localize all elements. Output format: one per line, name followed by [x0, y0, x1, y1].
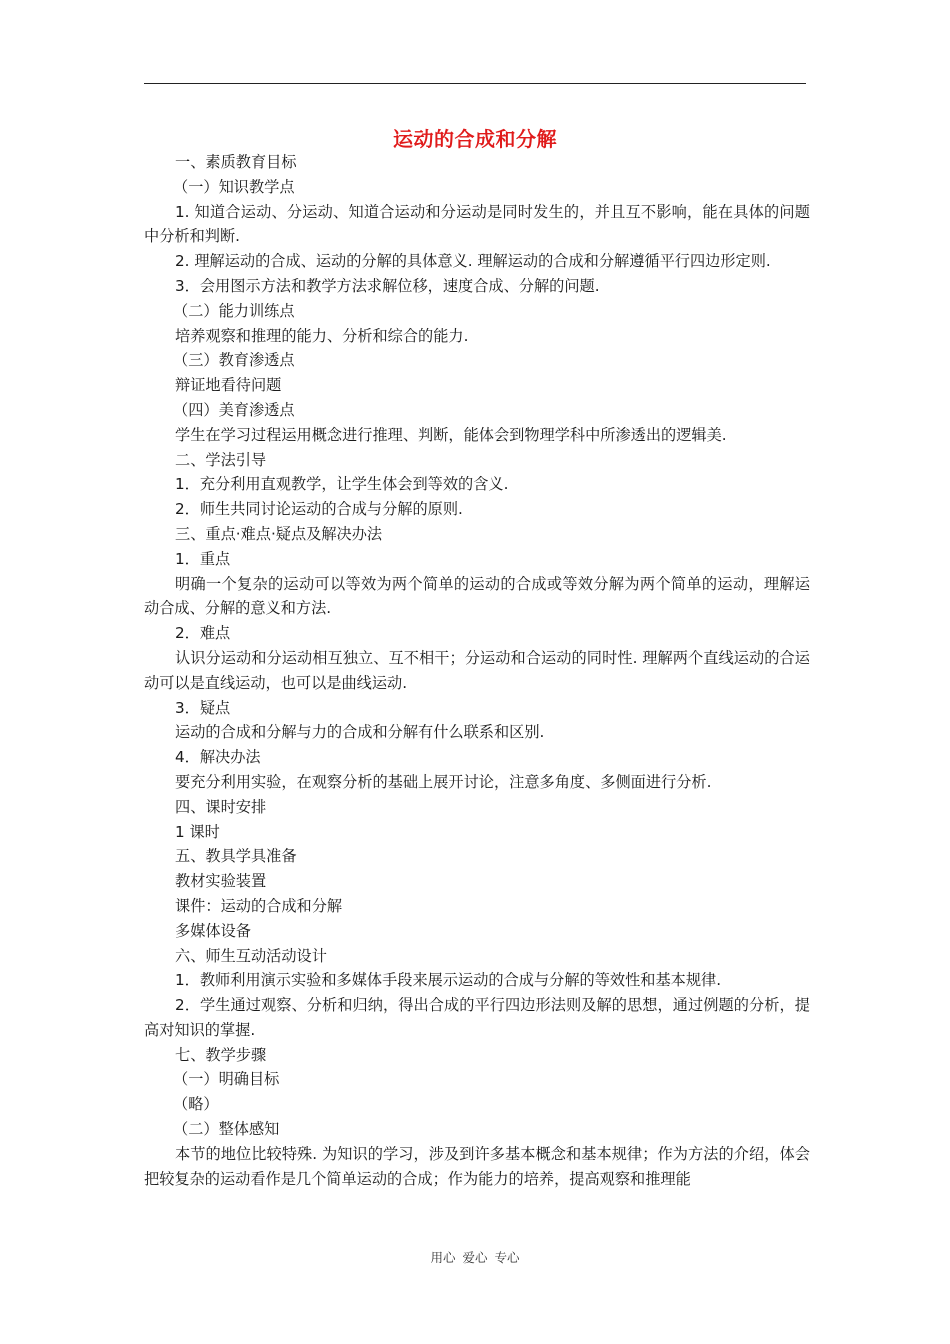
- paragraph: （一）知识教学点: [173, 177, 295, 196]
- paragraph: （三）教育渗透点: [173, 351, 295, 370]
- paragraph: 3．会用图示方法和教学方法求解位移，速度合成、分解的问题.: [175, 276, 600, 295]
- paragraph: （二）能力训练点: [173, 301, 295, 320]
- paragraph: 2．师生共同讨论运动的合成与分解的原则.: [175, 500, 463, 519]
- paragraph: 2．学生通过观察、分析和归纳，得出合成的平行四边形法则及解的思想，通过例题的分析，提高对知识的掌握.: [144, 996, 810, 1039]
- paragraph: 要充分利用实验，在观察分析的基础上展开讨论，注意多角度、多侧面进行分析.: [175, 772, 712, 791]
- paragraph: 学生在学习过程运用概念进行推理、判断，能体会到物理学科中所渗透出的逻辑美.: [175, 425, 727, 444]
- paragraph: 一、素质教育目标: [175, 153, 297, 171]
- paragraph: 本节的地位比较特殊. 为知识的学习，涉及到许多基本概念和基本规律；作为方法的介绍，体会把较复杂的运动看作是几个简单运动的合成；作为能力的培养，提高观察和推理能: [144, 1144, 810, 1188]
- paragraph: 教材实验装置: [175, 872, 267, 891]
- paragraph: 2. 理解运动的合成、运动的分解的具体意义. 理解运动的合成和分解遵循平行四边形定则.: [175, 252, 771, 271]
- paragraph: 3．疑点: [175, 698, 231, 717]
- paragraph: （一）明确目标: [173, 1070, 280, 1089]
- paragraph: 1．充分利用直观教学，让学生体会到等效的含义.: [175, 475, 509, 494]
- paragraph: 明确一个复杂的运动可以等效为两个简单的运动的合成或等效分解为两个简单的运动，理解运动合成、分解的意义和方法.: [144, 574, 810, 618]
- paragraph: 1. 知道合运动、分运动、知道合运动和分运动是同时发生的，并且互不影响，能在具体的问题中分析和判断.: [144, 202, 810, 246]
- paragraph: （四）美育渗透点: [173, 400, 295, 419]
- paragraph: （略）: [173, 1095, 219, 1114]
- paragraph: 辩证地看待问题: [175, 376, 282, 395]
- paragraph: 五、教具学具准备: [175, 847, 297, 866]
- paragraph: 1．教师利用演示实验和多媒体手段来展示运动的合成与分解的等效性和基本规律.: [175, 971, 722, 990]
- paragraph: 三、重点·难点·疑点及解决办法: [175, 524, 383, 543]
- paragraph: 六、师生互动活动设计: [175, 946, 327, 965]
- document-body: [144, 150, 810, 1191]
- paragraph: （二）整体感知: [173, 1120, 280, 1139]
- paragraph: 培养观察和推理的能力、分析和综合的能力.: [175, 326, 469, 345]
- paragraph: 2．难点: [175, 624, 231, 643]
- header-rule: [144, 83, 806, 84]
- document-title: 运动的合成和分解: [393, 127, 557, 151]
- paragraph: 二、学法引导: [175, 450, 267, 469]
- page-footer: 用心 爱心 专心: [430, 1250, 520, 1265]
- paragraph: 多媒体设备: [175, 921, 251, 940]
- paragraph: 四、课时安排: [175, 797, 267, 816]
- paragraph: 1．重点: [175, 549, 231, 568]
- paragraph: 课件：运动的合成和分解: [175, 896, 343, 915]
- paragraph: 运动的合成和分解与力的合成和分解有什么联系和区别.: [175, 723, 545, 742]
- paragraph: 认识分运动和分运动相互独立、互不相干；分运动和合运动的同时性. 理解两个直线运动的合运动可以是直线运动，也可以是曲线运动.: [144, 648, 810, 692]
- paragraph: 4．解决办法: [175, 748, 261, 767]
- paragraph: 1 课时: [175, 822, 220, 841]
- paragraph: 七、教学步骤: [175, 1045, 267, 1064]
